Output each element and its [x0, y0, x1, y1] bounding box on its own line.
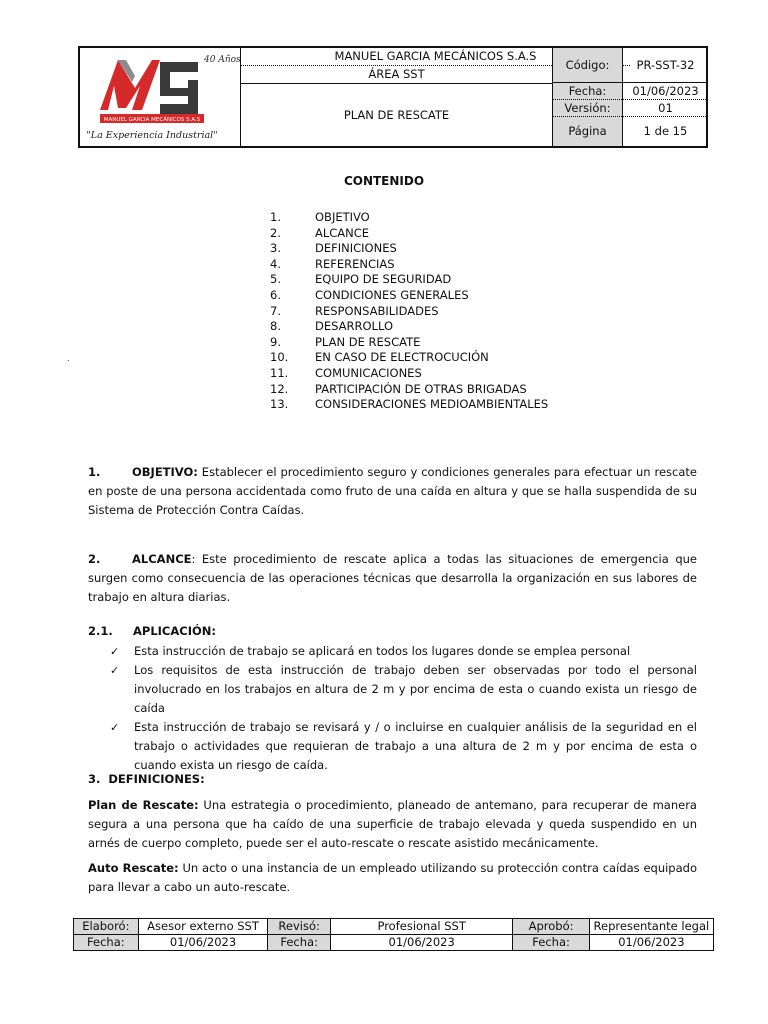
fecha-label: Fecha:	[513, 935, 589, 951]
list-item	[110, 642, 697, 661]
definition-text: Una estrategia o procedimiento, planeado de antemano, para recuperar de manera segura a una persona que ha caído de una superficie de trabajo elevada y queda suspendido en un arnés de cuerpo completo, puede ser el auto-rescate o rescate asistido mecánicamente.	[88, 798, 697, 850]
aplicacion-list	[110, 642, 697, 775]
section-number: 3.	[88, 772, 101, 786]
toc-label: EN CASO DE ELECTROCUCIÓN	[315, 350, 489, 365]
reviso-label: Revisó:	[268, 919, 331, 935]
toc-number: 6.	[270, 287, 281, 302]
list-item-text: Los requisitos de esta instrucción de trabajo deben ser observadas por todo el personal involucrado en los trabajos en altura de 2 m y por encima de esta o cuando exista un riesgo de caída	[134, 663, 697, 715]
aprobo-date: 01/06/2023	[589, 935, 713, 951]
logo-badge-text: 40 Años	[204, 55, 240, 65]
definition-term: Auto Rescate:	[88, 861, 179, 875]
section-number: 1.	[88, 465, 101, 479]
reviso-value: Profesional SST	[330, 919, 512, 935]
document-title: PLAN DE RESCATE	[343, 108, 450, 122]
section-alcance	[88, 550, 697, 607]
toc-label: CONDICIONES GENERALES	[315, 287, 469, 302]
elaboro-label: Elaboró:	[74, 919, 139, 935]
definition-term: Plan de Rescate:	[88, 798, 199, 812]
toc-item	[270, 382, 548, 398]
company-name: MANUEL GARCIA MECÁNICOS S.A.S	[241, 48, 630, 66]
toc-number: 4.	[270, 256, 281, 271]
reviso-date: 01/06/2023	[330, 935, 512, 951]
section-number: 2.1.	[88, 624, 113, 638]
toc-item	[270, 257, 548, 273]
section-objetivo	[88, 463, 697, 520]
toc-number: 1.	[270, 210, 281, 224]
toc-item	[270, 210, 548, 226]
toc-item	[270, 350, 548, 366]
stray-mark: .	[67, 354, 70, 363]
toc-item	[270, 319, 548, 335]
logo-company-band: MANUEL GARCIA MECÁNICOS S.A.S	[103, 117, 201, 123]
toc-item	[270, 288, 548, 304]
version-label: Versión:	[552, 100, 622, 117]
fecha-label: Fecha:	[268, 935, 331, 951]
toc-label: DESARROLLO	[315, 319, 393, 334]
table-of-contents	[270, 210, 548, 413]
subsection-aplicacion-heading	[88, 624, 216, 638]
section-number: 2.	[88, 552, 101, 566]
toc-number: 11.	[270, 365, 289, 380]
version-value: 01	[622, 100, 708, 117]
toc-label: REFERENCIAS	[315, 256, 395, 271]
toc-number: 3.	[270, 241, 281, 256]
toc-item	[270, 366, 548, 382]
fecha-value: 01/06/2023	[622, 83, 708, 100]
date-row	[74, 935, 714, 951]
section-title: APLICACIÓN:	[133, 624, 216, 638]
check-icon: ✓	[110, 664, 120, 677]
elaboro-value: Asesor externo SST	[138, 919, 268, 935]
toc-number: 7.	[270, 303, 281, 318]
fecha-label: Fecha:	[552, 83, 622, 100]
document-header	[78, 46, 708, 148]
approval-table	[73, 918, 714, 951]
definition-text: Un acto o una instancia de un empleado utilizando su protección contra caídas equipado para llevar a cabo un auto-rescate.	[88, 861, 697, 894]
list-item	[110, 661, 697, 718]
list-item	[110, 718, 697, 775]
toc-number: 13.	[270, 397, 289, 412]
contents-heading: CONTENIDO	[343, 174, 425, 188]
toc-label: ALCANCE	[315, 225, 370, 240]
logo-slogan: "La Experiencia Industrial"	[86, 130, 218, 141]
section-text: : Este procedimiento de rescate aplica a todas las situaciones de emergencia que surgen como consecuencia de las operaciones técnicas que desarrolla la organización en sus labores de trabajo en altura diarias.	[88, 552, 697, 604]
toc-item	[270, 272, 548, 288]
definition-auto-rescate	[88, 859, 697, 897]
toc-number: 9.	[270, 334, 281, 349]
toc-label: COMUNICACIONES	[315, 365, 422, 380]
list-item-text: Esta instrucción de trabajo se aplicará en todos los lugares donde se emplea personal	[134, 644, 631, 658]
section-title: OBJETIVO:	[132, 465, 198, 479]
toc-label: CONSIDERACIONES MEDIOAMBIENTALES	[315, 397, 549, 412]
toc-item	[270, 241, 548, 257]
aprobo-value: Representante legal	[589, 919, 713, 935]
section-title: ALCANCE	[132, 552, 192, 566]
check-icon: ✓	[110, 721, 120, 734]
toc-item	[270, 397, 548, 413]
toc-label: RESPONSABILIDADES	[315, 303, 439, 318]
elaboro-date: 01/06/2023	[138, 935, 268, 951]
section-text: Establecer el procedimiento seguro y condiciones generales para efectuar un rescate en poste de una persona accidentada como fruto de una caída en altura y que se halla suspendida de su Sistema de Protección Contra Caídas.	[88, 465, 697, 517]
area-name: ÁREA SST	[241, 66, 552, 84]
section-title: DEFINICIONES:	[108, 772, 205, 786]
toc-item	[270, 335, 548, 351]
logo-graphic	[80, 48, 240, 146]
company-logo	[80, 48, 241, 146]
list-item-text: Esta instrucción de trabajo se revisará y / o incluirse en cualquier análisis de la seguridad en el trabajo o actividades que requieran de trabajo a una altura de 2 m y por encima de esta o cuando exista un riesgo de caída.	[134, 720, 697, 772]
fecha-label: Fecha:	[74, 935, 139, 951]
section-definiciones-heading	[88, 770, 697, 789]
toc-number: 10.	[270, 350, 289, 365]
codigo-value: PR-SST-32	[622, 48, 708, 83]
toc-label: DEFINICIONES	[315, 241, 397, 256]
definition-plan-rescate	[88, 796, 697, 853]
toc-number: 5.	[270, 272, 281, 287]
toc-number: 12.	[270, 381, 289, 396]
pagina-label: Página	[552, 117, 622, 146]
check-icon: ✓	[110, 645, 120, 658]
toc-label: OBJETIVO	[315, 210, 370, 224]
toc-number: 2.	[270, 225, 281, 240]
approval-row	[74, 919, 714, 935]
toc-item	[270, 226, 548, 242]
aprobo-label: Aprobó:	[513, 919, 589, 935]
pagina-value: 1 de 15	[622, 117, 708, 146]
toc-label: PLAN DE RESCATE	[315, 334, 421, 349]
codigo-label: Código:	[552, 48, 622, 83]
toc-number: 8.	[270, 319, 281, 334]
toc-label: PARTICIPACIÓN DE OTRAS BRIGADAS	[315, 381, 527, 396]
toc-label: EQUIPO DE SEGURIDAD	[315, 272, 452, 287]
toc-item	[270, 304, 548, 320]
